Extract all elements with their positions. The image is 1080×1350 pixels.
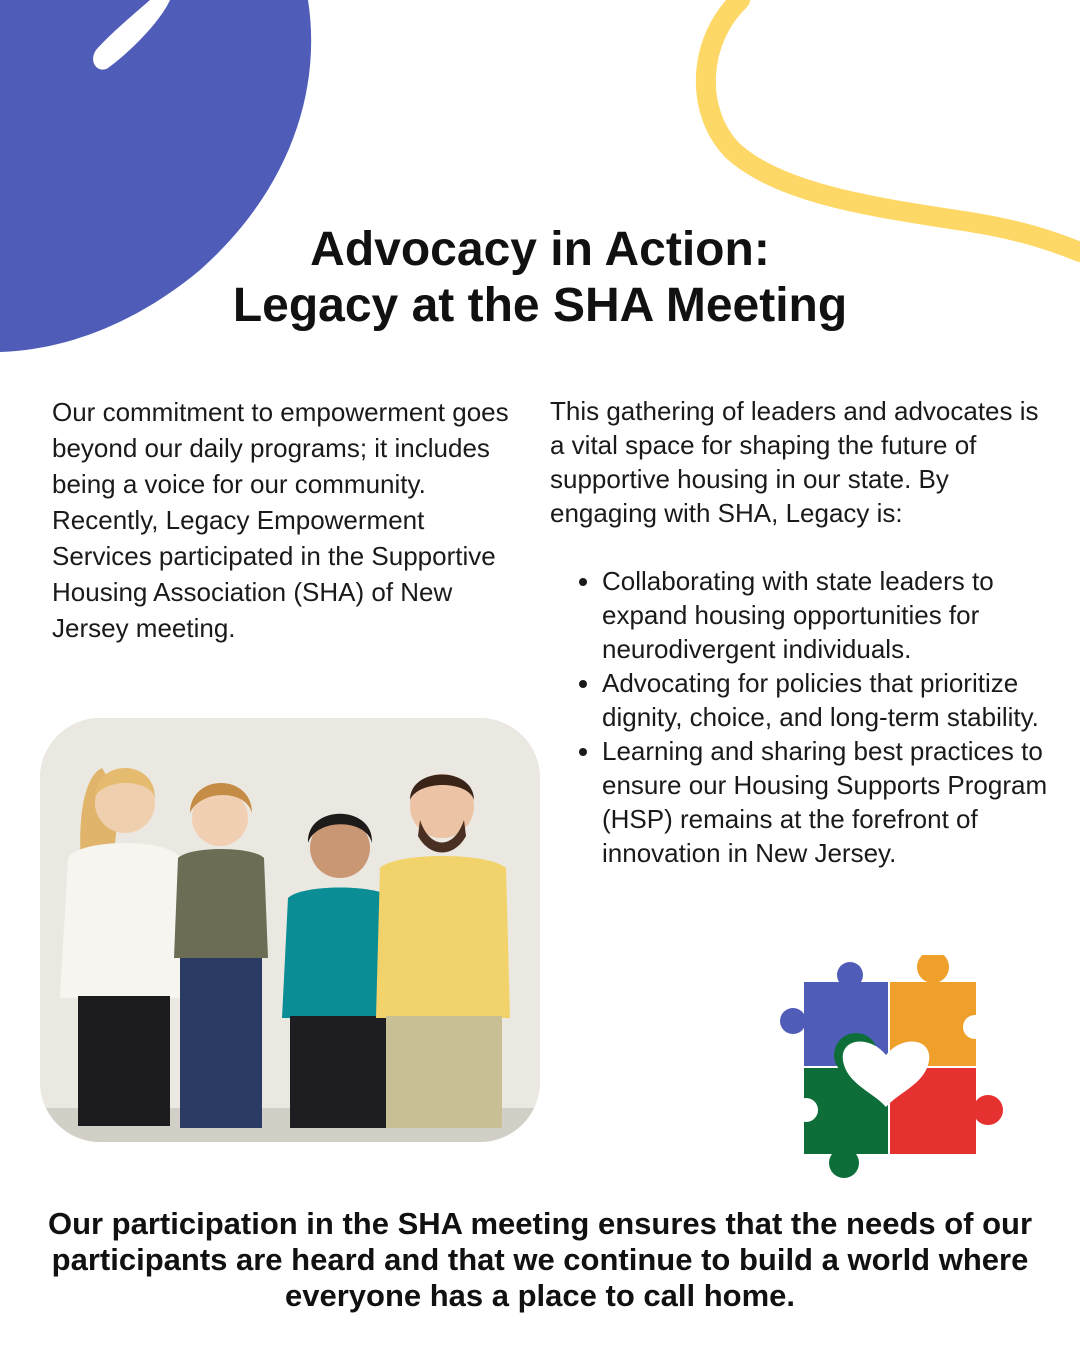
title-line-2: Legacy at the SHA Meeting xyxy=(232,279,848,332)
bullet-item: • Learning and sharing best practices to ensure our Housing Supports Program (HSP) remains at the forefront of innovation in New Jersey. xyxy=(602,734,1050,870)
puzzle-heart-icon xyxy=(778,955,1008,1185)
group-photo-illustration xyxy=(40,718,540,1142)
intro-paragraph: Our commitment to empowerment goes beyond our daily programs; it includes being a voice for our community. Recently, Legacy Empowerment Services participated in the Supportive Housing Association (SHA) of New Jersey meeting. xyxy=(52,397,509,643)
page-title xyxy=(0,222,1080,334)
closing-statement: Our participation in the SHA meeting ensures that the needs of our participants are heard and that we continue to build a world where everyone has a place to call home. xyxy=(47,1206,1033,1313)
title-line-1: Advocacy in Action: xyxy=(310,223,770,276)
right-column xyxy=(550,394,1050,870)
right-paragraph: This gathering of leaders and advocates is a vital space for shaping the future of supportive housing in our state. By engaging with SHA, Legacy is: xyxy=(550,396,1039,528)
bullet-list xyxy=(550,564,1050,870)
bullet-item: • Collaborating with state leaders to expand housing opportunities for neurodivergent individuals. xyxy=(602,564,1050,666)
group-photo xyxy=(40,718,540,1142)
bullet-item: • Advocating for policies that prioritize dignity, choice, and long-term stability. xyxy=(602,666,1050,734)
